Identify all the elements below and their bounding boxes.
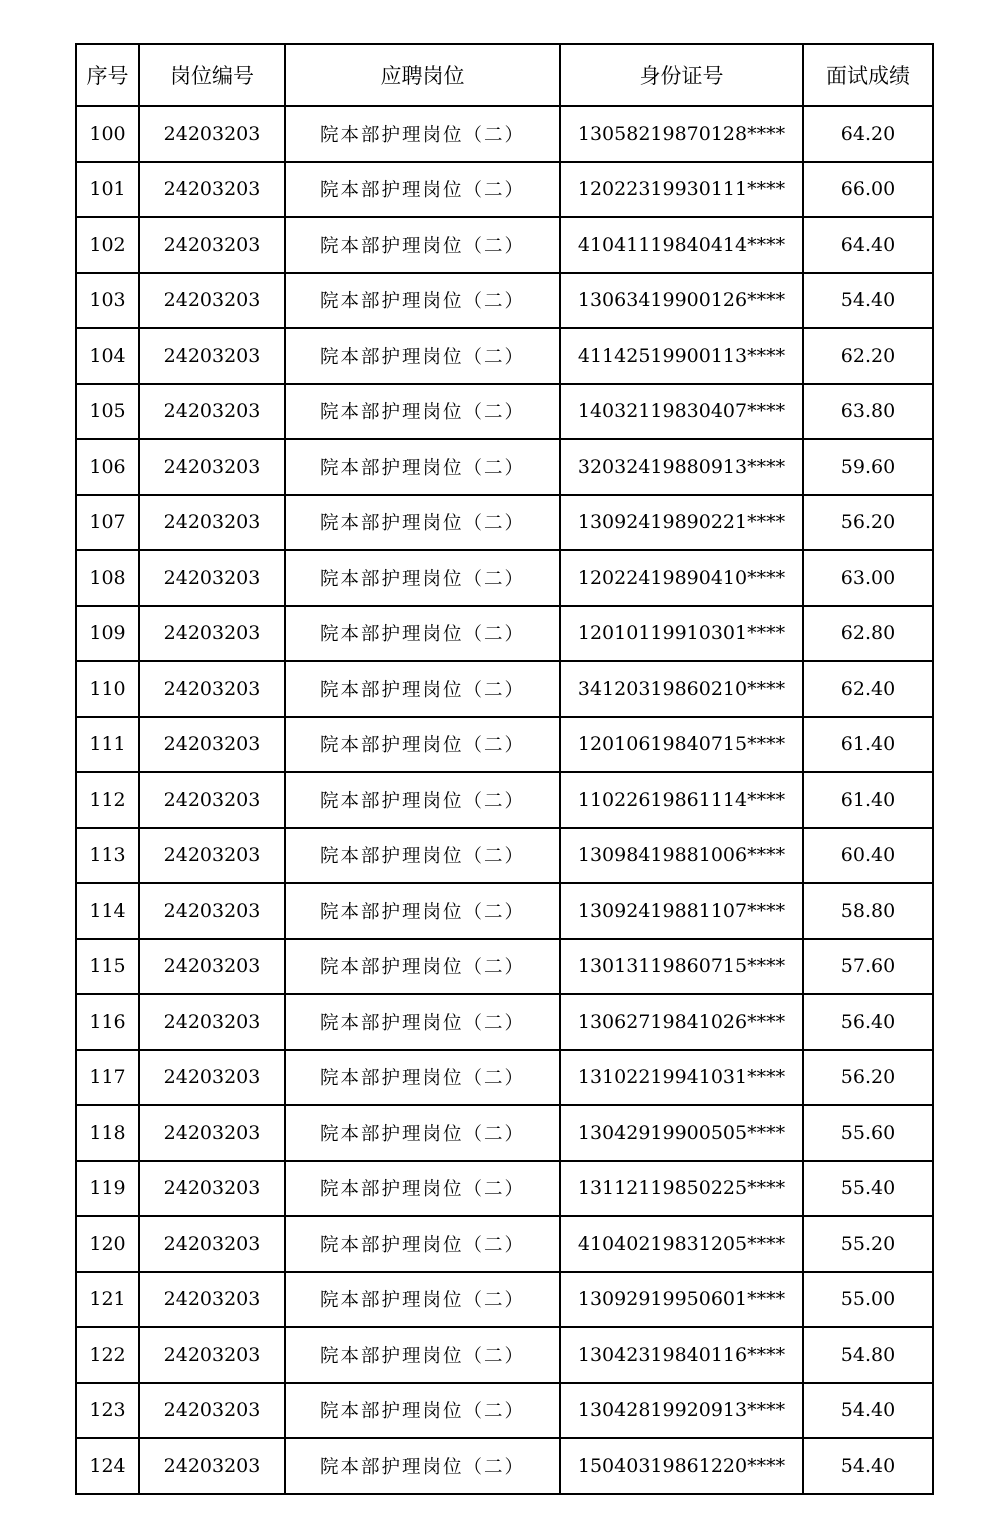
cell-interview-score: 54.40 [803,1383,933,1439]
table-row [76,384,933,440]
cell-position-code: 24203203 [139,273,285,329]
cell-interview-score: 56.40 [803,994,933,1050]
cell-position-code: 24203203 [139,939,285,995]
table-header [76,44,933,106]
cell-interview-score: 57.60 [803,939,933,995]
cell-applied-position: 院本部护理岗位（二） [285,994,560,1050]
cell-applied-position: 院本部护理岗位（二） [285,106,560,162]
cell-position-code: 24203203 [139,439,285,495]
table-row [76,1216,933,1272]
cell-position-code: 24203203 [139,1327,285,1383]
table-row [76,217,933,273]
cell-position-code: 24203203 [139,1272,285,1328]
table-row [76,717,933,773]
header-interview-score: 面试成绩 [803,44,933,106]
cell-interview-score: 54.40 [803,1438,933,1494]
cell-id-number: 13092919950601**** [560,1272,803,1328]
cell-id-number: 41040219831205**** [560,1216,803,1272]
table-row [76,273,933,329]
cell-applied-position: 院本部护理岗位（二） [285,939,560,995]
cell-position-code: 24203203 [139,328,285,384]
cell-interview-score: 60.40 [803,828,933,884]
cell-applied-position: 院本部护理岗位（二） [285,661,560,717]
cell-applied-position: 院本部护理岗位（二） [285,1105,560,1161]
cell-position-code: 24203203 [139,1105,285,1161]
header-id-number: 身份证号 [560,44,803,106]
cell-interview-score: 62.40 [803,661,933,717]
cell-applied-position: 院本部护理岗位（二） [285,828,560,884]
cell-id-number: 13042919900505**** [560,1105,803,1161]
cell-interview-score: 55.00 [803,1272,933,1328]
cell-position-code: 24203203 [139,495,285,551]
cell-id-number: 11022619861114**** [560,772,803,828]
cell-id-number: 12010119910301**** [560,606,803,662]
cell-id-number: 13042319840116**** [560,1327,803,1383]
cell-id-number: 13013119860715**** [560,939,803,995]
cell-serial-number: 108 [76,550,139,606]
interview-score-table [75,43,934,1495]
cell-id-number: 13102219941031**** [560,1050,803,1106]
cell-position-code: 24203203 [139,661,285,717]
table-row [76,1438,933,1494]
cell-serial-number: 115 [76,939,139,995]
table-row [76,328,933,384]
table-row [76,1327,933,1383]
cell-interview-score: 63.00 [803,550,933,606]
cell-applied-position: 院本部护理岗位（二） [285,550,560,606]
cell-position-code: 24203203 [139,1216,285,1272]
table-row [76,1105,933,1161]
cell-serial-number: 112 [76,772,139,828]
cell-position-code: 24203203 [139,883,285,939]
header-serial-number: 序号 [76,44,139,106]
header-applied-position: 应聘岗位 [285,44,560,106]
cell-position-code: 24203203 [139,217,285,273]
cell-position-code: 24203203 [139,1161,285,1217]
cell-applied-position: 院本部护理岗位（二） [285,384,560,440]
table-row [76,162,933,218]
cell-id-number: 13112119850225**** [560,1161,803,1217]
cell-position-code: 24203203 [139,717,285,773]
cell-position-code: 24203203 [139,772,285,828]
cell-applied-position: 院本部护理岗位（二） [285,273,560,329]
header-position-code: 岗位编号 [139,44,285,106]
table-row [76,606,933,662]
cell-id-number: 15040319861220**** [560,1438,803,1494]
cell-serial-number: 118 [76,1105,139,1161]
cell-applied-position: 院本部护理岗位（二） [285,217,560,273]
cell-interview-score: 54.40 [803,273,933,329]
cell-applied-position: 院本部护理岗位（二） [285,1161,560,1217]
cell-interview-score: 55.20 [803,1216,933,1272]
cell-interview-score: 54.80 [803,1327,933,1383]
cell-position-code: 24203203 [139,1050,285,1106]
cell-serial-number: 120 [76,1216,139,1272]
cell-id-number: 12010619840715**** [560,717,803,773]
cell-position-code: 24203203 [139,384,285,440]
cell-applied-position: 院本部护理岗位（二） [285,1327,560,1383]
cell-id-number: 13092419890221**** [560,495,803,551]
cell-id-number: 13098419881006**** [560,828,803,884]
cell-applied-position: 院本部护理岗位（二） [285,717,560,773]
cell-position-code: 24203203 [139,106,285,162]
table-row [76,939,933,995]
cell-position-code: 24203203 [139,1383,285,1439]
table-row [76,439,933,495]
cell-serial-number: 105 [76,384,139,440]
cell-interview-score: 55.40 [803,1161,933,1217]
cell-position-code: 24203203 [139,550,285,606]
cell-applied-position: 院本部护理岗位（二） [285,606,560,662]
cell-interview-score: 64.20 [803,106,933,162]
cell-id-number: 13063419900126**** [560,273,803,329]
cell-id-number: 13058219870128**** [560,106,803,162]
cell-applied-position: 院本部护理岗位（二） [285,1216,560,1272]
cell-position-code: 24203203 [139,828,285,884]
table-row [76,1272,933,1328]
table-row [76,661,933,717]
cell-serial-number: 124 [76,1438,139,1494]
cell-interview-score: 64.40 [803,217,933,273]
cell-serial-number: 116 [76,994,139,1050]
cell-interview-score: 56.20 [803,495,933,551]
cell-applied-position: 院本部护理岗位（二） [285,162,560,218]
cell-position-code: 24203203 [139,606,285,662]
cell-serial-number: 103 [76,273,139,329]
cell-id-number: 13062719841026**** [560,994,803,1050]
cell-interview-score: 62.80 [803,606,933,662]
table-row [76,495,933,551]
cell-applied-position: 院本部护理岗位（二） [285,439,560,495]
cell-position-code: 24203203 [139,994,285,1050]
cell-interview-score: 61.40 [803,717,933,773]
cell-id-number: 14032119830407**** [560,384,803,440]
table-row [76,550,933,606]
cell-interview-score: 58.80 [803,883,933,939]
cell-applied-position: 院本部护理岗位（二） [285,495,560,551]
cell-serial-number: 121 [76,1272,139,1328]
table-row [76,1383,933,1439]
cell-id-number: 41041119840414**** [560,217,803,273]
score-table-container [75,43,934,1495]
cell-id-number: 41142519900113**** [560,328,803,384]
cell-id-number: 13092419881107**** [560,883,803,939]
cell-interview-score: 56.20 [803,1050,933,1106]
table-body [76,106,933,1494]
cell-serial-number: 101 [76,162,139,218]
cell-serial-number: 106 [76,439,139,495]
cell-applied-position: 院本部护理岗位（二） [285,772,560,828]
cell-serial-number: 110 [76,661,139,717]
cell-interview-score: 61.40 [803,772,933,828]
table-row [76,106,933,162]
table-row [76,772,933,828]
cell-applied-position: 院本部护理岗位（二） [285,1272,560,1328]
header-row [76,44,933,106]
table-row [76,1050,933,1106]
table-row [76,883,933,939]
table-row [76,828,933,884]
cell-id-number: 12022419890410**** [560,550,803,606]
cell-serial-number: 117 [76,1050,139,1106]
cell-serial-number: 122 [76,1327,139,1383]
cell-applied-position: 院本部护理岗位（二） [285,883,560,939]
cell-interview-score: 62.20 [803,328,933,384]
cell-applied-position: 院本部护理岗位（二） [285,328,560,384]
cell-applied-position: 院本部护理岗位（二） [285,1383,560,1439]
cell-interview-score: 66.00 [803,162,933,218]
cell-interview-score: 63.80 [803,384,933,440]
cell-position-code: 24203203 [139,162,285,218]
cell-serial-number: 113 [76,828,139,884]
cell-id-number: 13042819920913**** [560,1383,803,1439]
cell-position-code: 24203203 [139,1438,285,1494]
cell-serial-number: 104 [76,328,139,384]
cell-serial-number: 114 [76,883,139,939]
cell-serial-number: 100 [76,106,139,162]
table-row [76,1161,933,1217]
cell-applied-position: 院本部护理岗位（二） [285,1438,560,1494]
cell-interview-score: 59.60 [803,439,933,495]
cell-serial-number: 107 [76,495,139,551]
cell-serial-number: 123 [76,1383,139,1439]
cell-serial-number: 119 [76,1161,139,1217]
cell-serial-number: 109 [76,606,139,662]
cell-id-number: 12022319930111**** [560,162,803,218]
cell-interview-score: 55.60 [803,1105,933,1161]
cell-id-number: 32032419880913**** [560,439,803,495]
cell-applied-position: 院本部护理岗位（二） [285,1050,560,1106]
cell-serial-number: 111 [76,717,139,773]
cell-id-number: 34120319860210**** [560,661,803,717]
table-row [76,994,933,1050]
cell-serial-number: 102 [76,217,139,273]
